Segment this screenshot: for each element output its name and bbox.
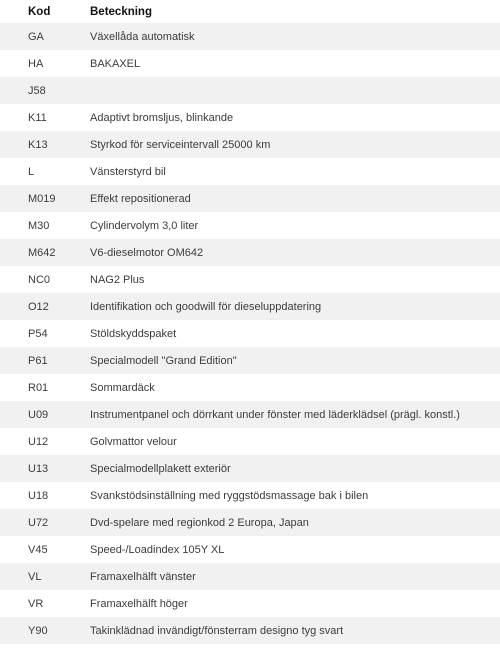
table-row xyxy=(0,347,500,374)
cell-code: HA xyxy=(0,50,62,77)
table-row xyxy=(0,50,500,77)
table-row xyxy=(0,590,500,617)
cell-description: NAG2 Plus xyxy=(62,266,500,293)
table-row xyxy=(0,401,500,428)
table-row xyxy=(0,185,500,212)
cell-code: R01 xyxy=(0,374,62,401)
cell-code: V45 xyxy=(0,536,62,563)
cell-code: J58 xyxy=(0,77,62,104)
cell-description: Specialmodell "Grand Edition" xyxy=(62,347,500,374)
cell-description: Specialmodellplakett exteriör xyxy=(62,455,500,482)
cell-code: M019 xyxy=(0,185,62,212)
table-row xyxy=(0,104,500,131)
cell-code: U18 xyxy=(0,482,62,509)
cell-code: L xyxy=(0,158,62,185)
table-row xyxy=(0,509,500,536)
cell-description: Effekt repositionerad xyxy=(62,185,500,212)
cell-code: VL xyxy=(0,563,62,590)
cell-code: K13 xyxy=(0,131,62,158)
cell-description: Takinklädnad invändigt/fönsterram designo tyg svart xyxy=(62,617,500,644)
cell-description: Speed-/Loadindex 105Y XL xyxy=(62,536,500,563)
cell-code: VR xyxy=(0,590,62,617)
column-header-code: Kod xyxy=(28,5,51,18)
table-row xyxy=(0,455,500,482)
table-row xyxy=(0,374,500,401)
cell-code: U13 xyxy=(0,455,62,482)
cell-description: V6-dieselmotor OM642 xyxy=(62,239,500,266)
table-row xyxy=(0,320,500,347)
cell-code: NC0 xyxy=(0,266,62,293)
table-row xyxy=(0,158,500,185)
cell-description: Framaxelhälft vänster xyxy=(62,563,500,590)
cell-code: GA xyxy=(0,23,62,50)
cell-description: Stöldskyddspaket xyxy=(62,320,500,347)
cell-description: Framaxelhälft höger xyxy=(62,590,500,617)
table-row xyxy=(0,239,500,266)
table-row xyxy=(0,536,500,563)
table-row xyxy=(0,23,500,50)
table-row xyxy=(0,482,500,509)
table-row xyxy=(0,131,500,158)
table-body xyxy=(0,23,500,644)
cell-code: O12 xyxy=(0,293,62,320)
cell-description: Instrumentpanel och dörrkant under fönster med läderklädsel (prägl. konstl.) xyxy=(62,401,500,428)
cell-code: U12 xyxy=(0,428,62,455)
cell-code: M30 xyxy=(0,212,62,239)
cell-code: P61 xyxy=(0,347,62,374)
cell-description: Växellåda automatisk xyxy=(62,23,500,50)
table-row xyxy=(0,617,500,644)
table-row xyxy=(0,77,500,104)
cell-description: Svankstödsinställning med ryggstödsmassage bak i bilen xyxy=(62,482,500,509)
cell-description: Golvmattor velour xyxy=(62,428,500,455)
cell-code: M642 xyxy=(0,239,62,266)
cell-description: Adaptivt bromsljus, blinkande xyxy=(62,104,500,131)
table-header-row xyxy=(0,0,500,23)
cell-description: Sommardäck xyxy=(62,374,500,401)
cell-description: Cylindervolym 3,0 liter xyxy=(62,212,500,239)
table-row xyxy=(0,428,500,455)
cell-description: BAKAXEL xyxy=(62,50,500,77)
table-row xyxy=(0,212,500,239)
table-header xyxy=(0,0,500,23)
cell-code: Y90 xyxy=(0,617,62,644)
cell-code: U09 xyxy=(0,401,62,428)
cell-description: Identifikation och goodwill för dieseluppdatering xyxy=(62,293,500,320)
cell-description: Dvd-spelare med regionkod 2 Europa, Japan xyxy=(62,509,500,536)
cell-code: U72 xyxy=(0,509,62,536)
table-row xyxy=(0,293,500,320)
cell-code: K11 xyxy=(0,104,62,131)
table-row xyxy=(0,563,500,590)
cell-description xyxy=(62,77,500,104)
cell-code: P54 xyxy=(0,320,62,347)
table-row xyxy=(0,266,500,293)
cell-description: Styrkod för serviceintervall 25000 km xyxy=(62,131,500,158)
column-header-description: Beteckning xyxy=(90,5,152,18)
cell-description: Vänsterstyrd bil xyxy=(62,158,500,185)
